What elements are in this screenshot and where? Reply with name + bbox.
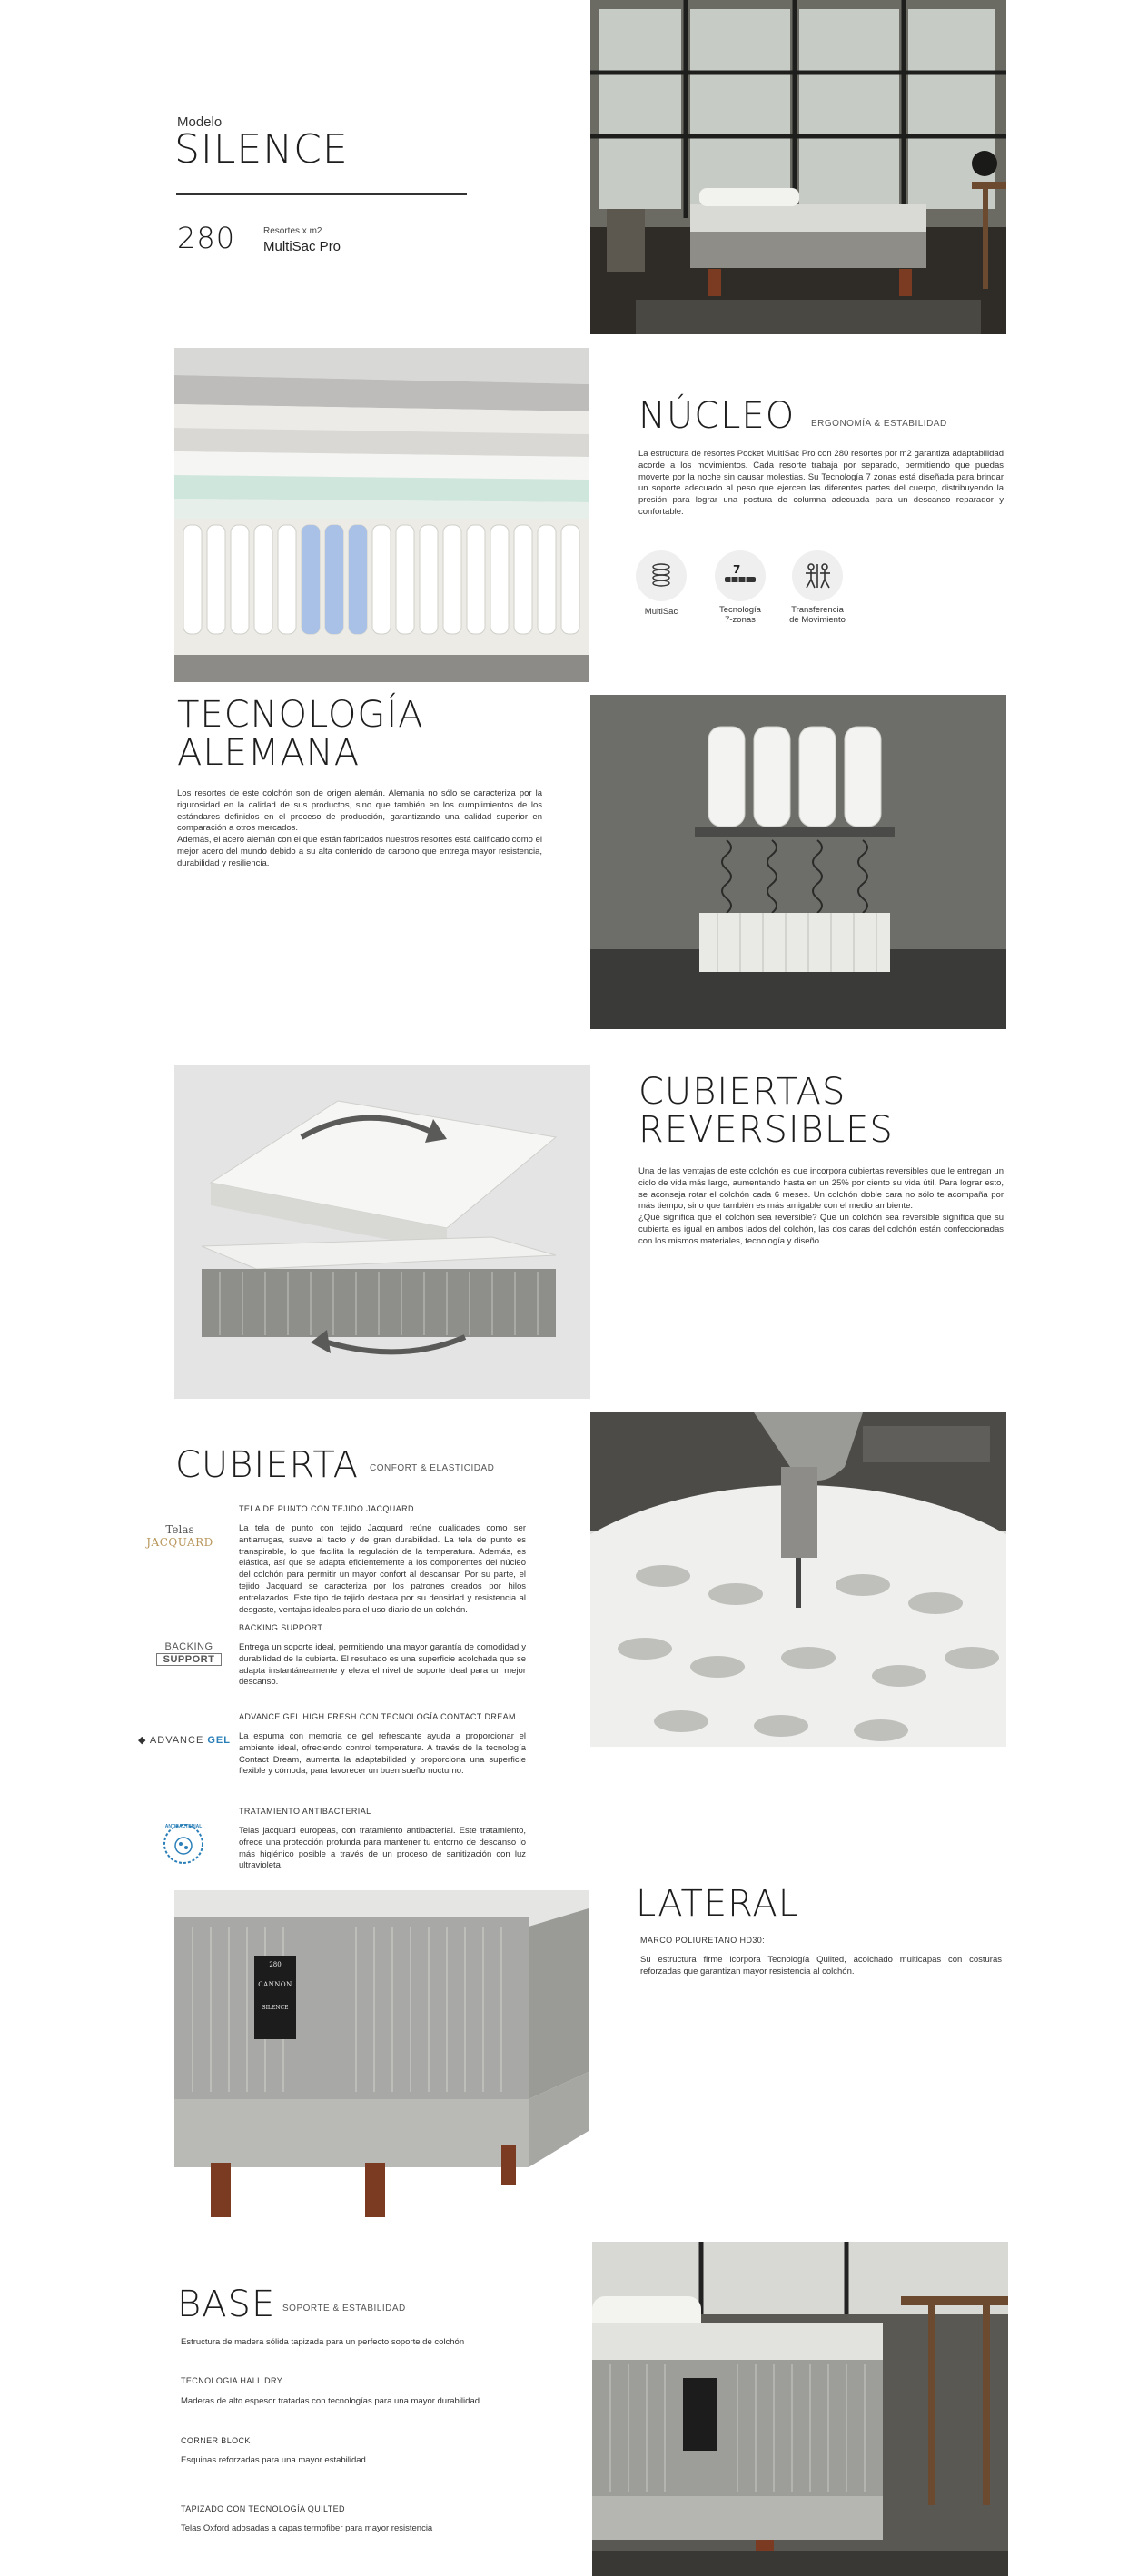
nucleo-features bbox=[636, 550, 854, 632]
spring-system: MultiSac Pro bbox=[263, 239, 341, 254]
lateral-title: LATERAL bbox=[636, 1883, 799, 1925]
spring-count: 280 bbox=[177, 221, 236, 255]
jacquard-logo-line1: Telas bbox=[165, 1523, 194, 1536]
feature-label: Tecnología 7-zonas bbox=[719, 605, 761, 626]
backing-support-logo bbox=[156, 1641, 222, 1666]
jacquard-body: La tela de punto con tejido Jacquard reúne cualidades como ser antiarrugas, suave al tacto y de gran durabilidad. La tela de punto es transpirable, lo que facilita la regulación de la temperatura. Además, es elástica, así que se adapta eficientemente a los componentes del núcleo del colchón para permitir un mayor confort al descansar. Por su parte, el tejido Jacquard se caracteriza por los patrones creados por hilos entrelazados. Este tipo de tejido destaca por su densidad y resistencia al desgaste, ventajas ideales para el uso diario de un colchón. bbox=[239, 1523, 526, 1615]
advance-gel-heading: ADVANCE GEL HIGH FRESH CON TECNOLOGÍA CONTACT DREAM bbox=[239, 1712, 516, 1721]
cubiertas-title: CUBIERTAS REVERSIBLES bbox=[638, 1071, 894, 1151]
reversible-mattress-photo bbox=[174, 1065, 590, 1399]
jacquard-heading: TELA DE PUNTO CON TEJIDO JACQUARD bbox=[239, 1504, 414, 1513]
spring-coil-icon bbox=[636, 550, 687, 601]
base-bedroom-photo bbox=[592, 2242, 1008, 2576]
model-label: Modelo bbox=[177, 114, 223, 130]
corner-block-heading: CORNER BLOCK bbox=[181, 2436, 251, 2445]
backing-logo-line2: SUPPORT bbox=[156, 1653, 222, 1666]
title-divider bbox=[176, 193, 467, 195]
quilted-heading: TAPIZADO CON TECNOLOGÍA QUILTED bbox=[181, 2504, 345, 2513]
springs-sculpture-photo bbox=[590, 695, 1006, 1029]
zones-badge: 7 bbox=[733, 563, 741, 576]
feature-label: Transferencia de Movimiento bbox=[789, 605, 846, 626]
droplet-icon: ◆ bbox=[138, 1735, 147, 1746]
cubierta-kicker: CONFORT & ELASTICIDAD bbox=[370, 1463, 495, 1473]
feature-seven-zones bbox=[710, 550, 770, 626]
nucleo-title: NÚCLEO bbox=[638, 395, 796, 437]
backing-logo-line1: BACKING bbox=[164, 1641, 213, 1652]
base-title: BASE bbox=[177, 2284, 276, 2325]
lateral-subhead: MARCO POLIURETANO HD30: bbox=[640, 1936, 766, 1945]
hall-dry-heading: TECNOLOGIA HALL DRY bbox=[181, 2376, 283, 2385]
jacquard-logo-line2: JACQUARD bbox=[146, 1536, 213, 1549]
feature-motion bbox=[781, 550, 854, 626]
tecnologia-title: TECNOLOGÍA ALEMANA bbox=[177, 694, 424, 774]
mattress-side-photo bbox=[174, 1890, 589, 2224]
lateral-body: Su estructura firme icorpora Tecnología Quilted, acolchado multicapas con costuras reforzadas que garantizan mayor resistencia al colchón. bbox=[640, 1955, 1002, 1977]
gel-logo-word: GEL bbox=[207, 1735, 231, 1746]
label-brand: CANNON bbox=[258, 1981, 292, 1988]
label-model: SILENCE bbox=[262, 2005, 289, 2011]
cubiertas-body: Una de las ventajas de este colchón es que incorpora cubiertas reversibles que le entregan un ciclo de vida más largo, aumentando hasta en un 25% por ciento su vida útil. Para lograr esto, se aconseja rotar el colchón cada 6 meses. Un colchón doble cara no sólo te acompaña por más tiempo, sino que también es más amigable con el medio ambiente. ¿Qué significa que el colchón sea reversible? Que un colchón sea reversible significa que su cubierta es igual en ambos lados del colchón, las dos caras del colchón están confeccionadas con los mismos materiales, tecnología y diseño. bbox=[638, 1166, 1004, 1246]
jacquard-logo bbox=[144, 1523, 216, 1549]
seven-zones-icon bbox=[715, 550, 766, 601]
antibacterial-body: Telas jacquard europeas, con tratamiento antibacterial. Este tratamiento, ofrece una protección profunda para mantener tu entorno de descanso lo más higiénico posible a través de un proceso de sanitización con luz ultravioleta. bbox=[239, 1826, 526, 1871]
nucleo-kicker: ERGONOMÍA & ESTABILIDAD bbox=[811, 419, 947, 429]
mattress-brand-label bbox=[254, 1956, 296, 2039]
bedroom-photo bbox=[590, 0, 1006, 334]
corner-block-body: Esquinas reforzadas para una mayor estabilidad bbox=[181, 2455, 366, 2465]
cubierta-title: CUBIERTA bbox=[175, 1444, 360, 1486]
advance-gel-logo bbox=[138, 1734, 229, 1746]
antibacterial-logo-word: ANTIBACTERIAL bbox=[164, 1824, 203, 1829]
hall-dry-body: Maderas de alto espesor tratadas con tecnologías para una mayor durabilidad bbox=[181, 2396, 480, 2406]
backing-heading: BACKING SUPPORT bbox=[239, 1623, 323, 1632]
spring-unit: Resortes x m2 bbox=[263, 226, 322, 236]
backing-body: Entrega un soporte ideal, permitiendo una mayor garantía de comodidad y durabilidad de la cubierta. El resultado es una superficie acolchada que se adapta instantáneamente y eleva el nivel de soporte ideal para un mejor descanso. bbox=[239, 1642, 526, 1688]
hero-section bbox=[0, 0, 1148, 338]
feature-multisac bbox=[636, 550, 690, 617]
mattress-layers-photo bbox=[174, 348, 589, 682]
advance-logo-word: ADVANCE bbox=[149, 1735, 204, 1746]
feature-label: MultiSac bbox=[644, 607, 678, 617]
label-number: 280 bbox=[269, 1961, 282, 1968]
quilted-body: Telas Oxford adosadas a capas termofiber para mayor resistencia bbox=[181, 2523, 433, 2533]
nucleo-body: La estructura de resortes Pocket MultiSac Pro con 280 resortes por m2 garantiza adaptabilidad acorde a los movimientos. Cada resorte trabaja por separado, permitiendo que puedas moverte por la noche sin causar molestias. Su Tecnología 7 zonas está diseñada para brindar un soporte adecuado al peso que ejercen las diferentes partes del cuerpo, distribuyendo la presión para lograr una postura de columna adecuada para un descanso reparador y confortable. bbox=[638, 449, 1004, 518]
base-intro: Estructura de madera sólida tapizada para un perfecto soporte de colchón bbox=[181, 2337, 465, 2347]
model-title: SILENCE bbox=[174, 126, 349, 173]
antibacterial-logo bbox=[162, 1822, 205, 1866]
motion-transfer-icon bbox=[792, 550, 843, 601]
base-kicker: SOPORTE & ESTABILIDAD bbox=[282, 2304, 406, 2313]
advance-gel-body: La espuma con memoria de gel refrescante ayuda a proporcionar el ambiente ideal, ofreciendo control temperatura. A través de la tecnología Contact Dream, aumenta la adaptabilidad y proporciona una superficie flexible y cómoda, para favorecer un buen sueño nocturno. bbox=[239, 1731, 526, 1777]
antibacterial-heading: TRATAMIENTO ANTIBACTERIAL bbox=[239, 1807, 371, 1816]
quilting-machine-photo bbox=[590, 1412, 1006, 1747]
tecnologia-body: Los resortes de este colchón son de origen alemán. Alemania no sólo se caracteriza por la rigurosidad en la calidad de sus productos, sino que también en los cumplimientos de los estándares definidos en el proceso de producción, garantizando una calidad superior en comparación a otros mercados. Además, el acero alemán con el que están fabricados nuestros resortes está calificado como el mejor acero del mundo debido a su alta contenido de carbono que entrega mayor resistencia, durabilidad y resiliencia. bbox=[177, 788, 542, 868]
